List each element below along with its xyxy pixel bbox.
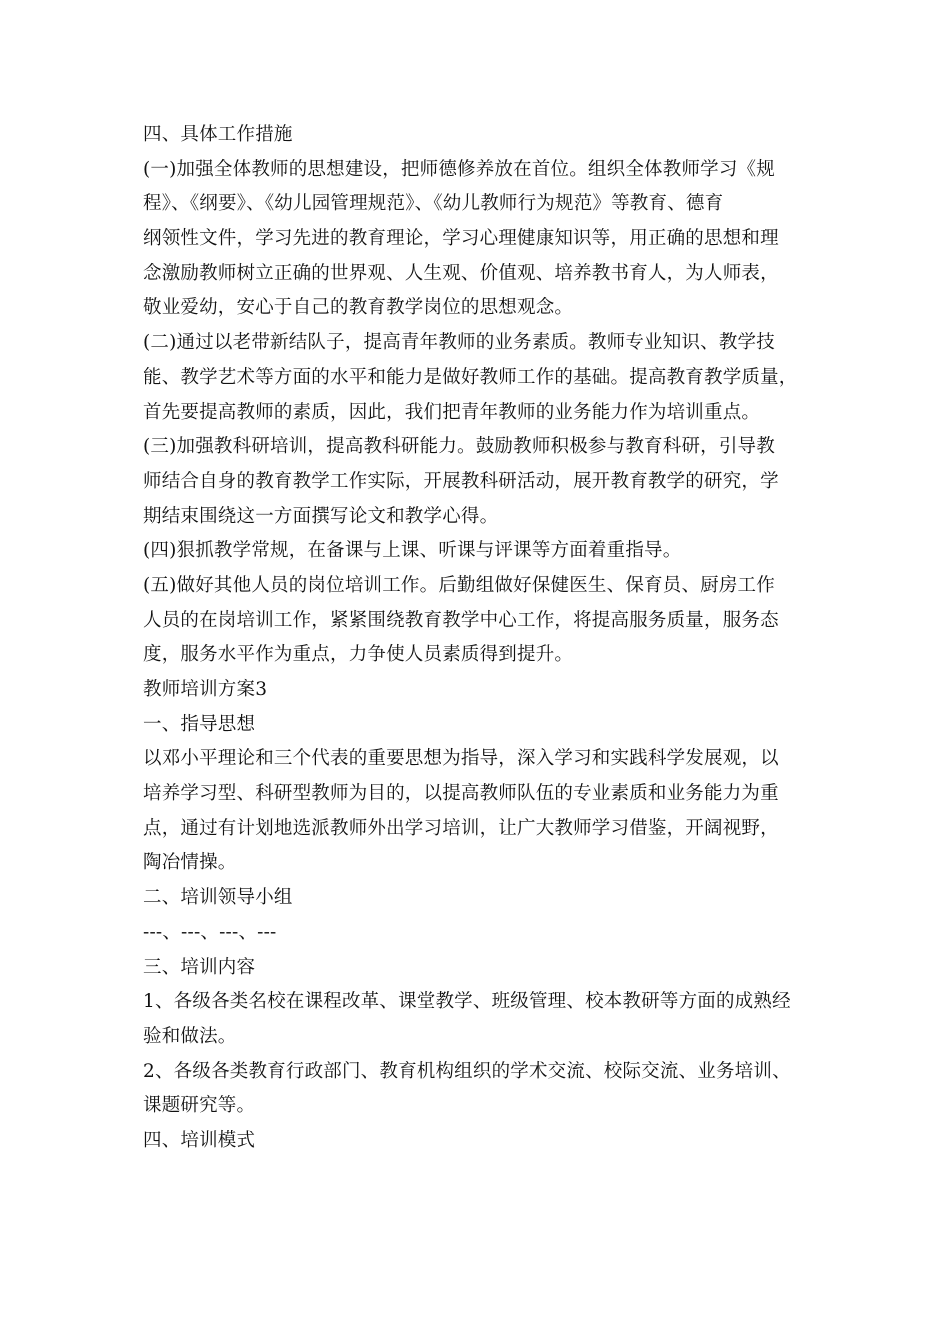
paragraph-line: 陶冶情操。 <box>143 852 237 874</box>
section-heading: 四、培训模式 <box>143 1129 256 1151</box>
paragraph-line: (五)做好其他人员的岗位培训工作。后勤组做好保健医生、保育员、厨房工作 <box>143 574 775 596</box>
paragraph-line: (一)加强全体教师的思想建设，把师德修养放在首位。组织全体教师学习《规 <box>143 158 775 180</box>
paragraph-line: 能、教学艺术等方面的水平和能力是做好教师工作的基础。提高教育教学质量， <box>143 366 798 388</box>
paragraph-line: 度，服务水平作为重点，力争使人员素质得到提升。 <box>143 644 574 666</box>
paragraph-line: 点，通过有计划地选派教师外出学习培训，让广大教师学习借鉴，开阔视野， <box>143 817 779 839</box>
paragraph-line: (四)狠抓教学常规，在备课与上课、听课与评课等方面着重指导。 <box>143 540 682 562</box>
paragraph-line: 首先要提高教师的素质，因此，我们把青年教师的业务能力作为培训重点。 <box>143 401 761 423</box>
document-body <box>143 118 823 1159</box>
section-heading: 四、具体工作措施 <box>143 124 293 145</box>
paragraph-line: ---、---、---、--- <box>143 921 277 943</box>
paragraph-line: 敬业爱幼，安心于自己的教育教学岗位的思想观念。 <box>143 297 574 319</box>
list-item-line: 课题研究等。 <box>143 1095 256 1117</box>
paragraph-line: 程》、《纲要》、《幼儿园管理规范》、《幼儿教师行为规范》等教育、德育 <box>143 193 724 215</box>
list-item-line: 1、各级各类名校在课程改革、课堂教学、班级管理、校本教研等方面的成熟经 <box>143 991 791 1013</box>
paragraph-line: 念激励教师树立正确的世界观、人生观、价值观、培养教书育人，为人师表， <box>143 262 779 284</box>
section-heading: 二、培训领导小组 <box>143 887 293 909</box>
section-heading: 一、指导思想 <box>143 713 256 735</box>
paragraph-line: 人员的在岗培训工作，紧紧围绕教育教学中心工作，将提高服务质量，服务态 <box>143 609 779 631</box>
paragraph-line: 以邓小平理论和三个代表的重要思想为指导，深入学习和实践科学发展观，以 <box>143 748 779 770</box>
paragraph-line: 培养学习型、科研型教师为目的，以提高教师队伍的专业素质和业务能力为重 <box>143 783 779 805</box>
paragraph-line: (二)通过以老带新结队子，提高青年教师的业务素质。教师专业知识、教学技 <box>143 332 775 354</box>
paragraph-line: (三)加强教科研培训，提高教科研能力。鼓励教师积极参与教育科研，引导教 <box>143 436 775 458</box>
section-heading: 三、培训内容 <box>143 956 256 978</box>
paragraph-line: 期结束围绕这一方面撰写论文和教学心得。 <box>143 505 499 527</box>
list-item-line: 验和做法。 <box>143 1025 237 1047</box>
paragraph-line: 师结合自身的教育教学工作实际，开展教科研活动，展开教育教学的研究，学 <box>143 470 779 492</box>
paragraph-line: 纲领性文件，学习先进的教育理论，学习心理健康知识等，用正确的思想和理 <box>143 228 779 250</box>
list-item-line: 2、各级各类教育行政部门、教育机构组织的学术交流、校际交流、业务培训、 <box>143 1060 791 1082</box>
document-title: 教师培训方案3 <box>143 679 268 700</box>
